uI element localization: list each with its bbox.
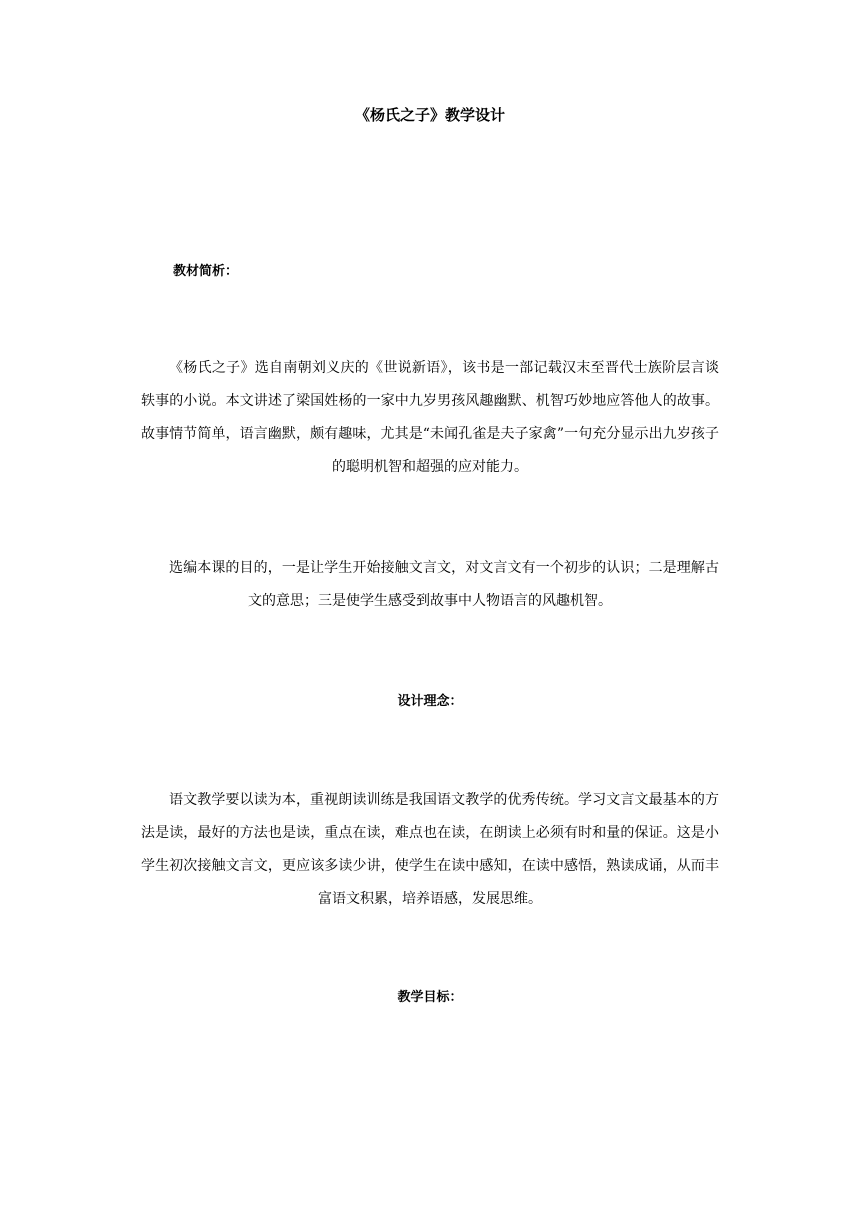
page-title: 《杨氏之子》教学设计 [354, 106, 505, 124]
paragraph-textbook-analysis-2: 选编本课的目的，一是让学生开始接触文言文，对文言文有一个初步的认识；二是理解古文的意思；三是使学生感受到故事中人物语言的风趣机智。 [169, 560, 719, 609]
paragraph-design-concept-1: 语文教学要以读为本，重视朗读训练是我国语文教学的优秀传统。学习文言文最基本的方法是读，最好的方法也是读，重点在读，难点也在读，在朗读上必须有时和量的保证。这是小学生初次接触文言文，更应该多读少讲，使学生在读中感知，在读中感悟，熟读成诵，从而丰富语文积累，培养语感，发展思维。 [141, 792, 719, 907]
section-heading-design-concept: 设计理念： [397, 694, 463, 709]
section-heading-textbook-analysis: 教材简析： [173, 264, 239, 279]
section-heading-teaching-objectives: 教学目标： [397, 990, 463, 1005]
paragraph-textbook-analysis-1: 《杨氏之子》选自南朝刘义庆的《世说新语》，该书是一部记载汉末至晋代士族阶层言谈轶事的小说。本文讲述了梁国姓杨的一家中九岁男孩风趣幽默、机智巧妙地应答他人的故事。故事情节简单，语言幽默，颇有趣味，尤其是“未闻孔雀是夫子家禽”一句充分显示出九岁孩子的聪明机智和超强的应对能力。 [141, 360, 719, 475]
